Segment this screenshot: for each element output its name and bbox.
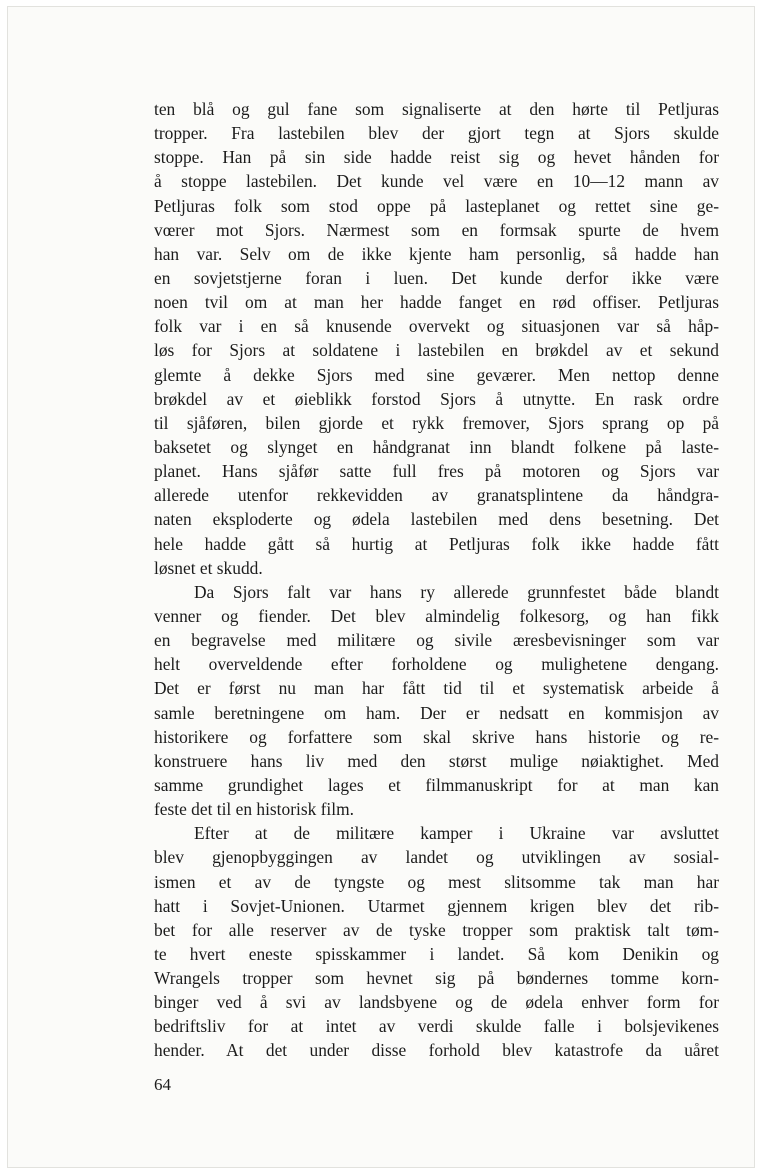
book-page	[7, 6, 755, 1168]
text-line: Da Sjors falt var hans ry allerede grunnfestet både blandt	[194, 581, 719, 602]
text-line: venner og fiender. Det blev almindelig folkesorg, og han fikk	[154, 605, 719, 626]
text-line: han var. Selv om de ikke kjente ham personlig, så hadde han	[154, 243, 719, 264]
text-line: glemte å dekke Sjors med sine geværer. Men nettop denne	[154, 364, 719, 385]
text-line: bet for alle reserver av de tyske tropper som praktisk talt tøm-	[154, 919, 719, 940]
text-line: Petljuras folk som stod oppe på lasteplanet og rettet sine ge-	[154, 195, 719, 216]
text-line: Det er først nu man har fått tid til et systematisk arbeide å	[154, 678, 719, 699]
text-line: konstruere hans liv med den størst mulige nøiaktighet. Med	[154, 750, 719, 771]
text-line: en begravelse med militære og sivile æresbevisninger som var	[154, 630, 719, 651]
text-line: ten blå og gul fane som signaliserte at den hørte til Petljuras	[154, 99, 719, 119]
text-line: ismen et av de tyngste og mest slitsomme tak man har	[154, 871, 719, 892]
text-line: stoppe. Han på sin side hadde reist sig og hevet hånden for	[154, 147, 719, 168]
text-line: Efter at de militære kamper i Ukraine var avsluttet	[194, 823, 719, 844]
text-line: binger ved å svi av landsbyene og de ødela enhver form for	[154, 992, 719, 1013]
text-line: allerede utenfor rekkevidden av granatsplintene da håndgra-	[154, 485, 719, 506]
text-line: hender. At det under disse forhold blev katastrofe da uåret	[154, 1040, 719, 1061]
text-line: samme grundighet lages et filmmanuskript for at man kan	[154, 774, 719, 795]
text-line: brøkdel av et øieblikk forstod Sjors å utnytte. En rask ordre	[154, 388, 719, 409]
text-line: naten eksploderte og ødela lastebilen med dens besetning. Det	[154, 509, 719, 530]
text-line: baksetet og slynget en håndgranat inn blandt folkene på laste-	[154, 436, 719, 457]
text-line: løsnet et skudd.	[154, 557, 263, 578]
page-number: 64	[154, 1075, 171, 1094]
body-text	[154, 97, 719, 1063]
text-line: feste det til en historisk film.	[154, 799, 354, 820]
text-line: tropper. Fra lastebilen blev der gjort tegn at Sjors skulde	[154, 123, 719, 144]
text-line: løs for Sjors at soldatene i lastebilen en brøkdel av et sekund	[154, 340, 719, 361]
text-line: noen tvil om at man her hadde fanget en rød offiser. Petljuras	[154, 292, 719, 313]
text-line: samle beretningene om ham. Der er nedsatt en kommisjon av	[154, 702, 719, 723]
text-line: hatt i Sovjet-Unionen. Utarmet gjennem krigen blev det rib-	[154, 895, 719, 916]
text-line: blev gjenopbyggingen av landet og utviklingen av sosial-	[154, 847, 719, 868]
text-line: vœrer mot Sjors. Nærmest som en formsak spurte de hvem	[154, 219, 719, 240]
text-line: en sovjetstjerne foran i luen. Det kunde derfor ikke være	[154, 267, 719, 288]
text-line: Wrangels tropper som hevnet sig på bøndernes tomme korn-	[154, 968, 719, 989]
text-line: te hvert eneste spisskammer i landet. Så kom Denikin og	[154, 943, 719, 964]
text-line: planet. Hans sjåfør satte full fres på motoren og Sjors var	[154, 461, 719, 482]
text-line: hele hadde gått så hurtig at Petljuras folk ikke hadde fått	[154, 533, 719, 554]
text-line: til sjåføren, bilen gjorde et rykk fremover, Sjors sprang op på	[154, 412, 719, 433]
text-line: helt overveldende efter forholdene og mulighetene dengang.	[154, 654, 719, 675]
text-line: folk var i en så knusende overvekt og situasjonen var så håp-	[154, 316, 719, 337]
text-line: å stoppe lastebilen. Det kunde vel være en 10—12 mann av	[154, 171, 719, 192]
text-line: historikere og forfattere som skal skrive hans historie og re-	[154, 726, 719, 747]
text-line: bedriftsliv for at intet av verdi skulde falle i bolsjevikenes	[154, 1016, 719, 1037]
